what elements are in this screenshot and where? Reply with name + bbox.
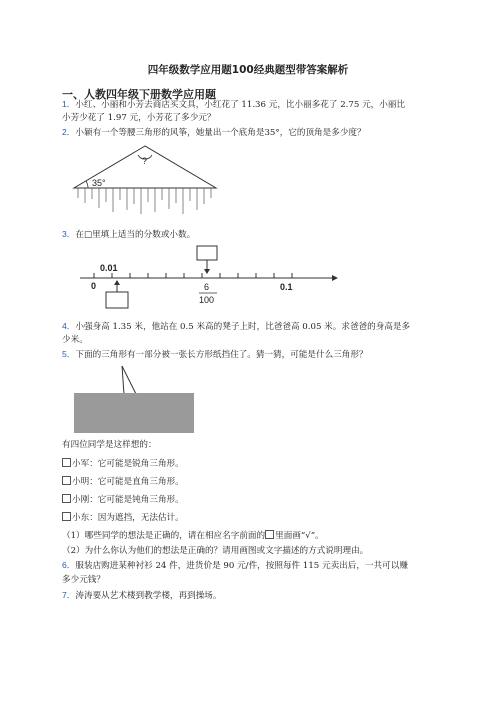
tick-label-0-1: 0.1 — [280, 282, 293, 292]
question-4-line-1 — [62, 321, 410, 333]
checkbox[interactable] — [62, 458, 71, 467]
option-label: 小刚：它可能是钝角三角形。 — [72, 495, 184, 505]
question-number: 6． — [62, 560, 76, 570]
option-xiaodong — [62, 512, 184, 524]
sub-text: 里面画“√”。 — [275, 531, 324, 541]
option-xiaogang — [62, 494, 184, 506]
question-1-line-1 — [62, 99, 405, 111]
question-number: 2． — [62, 127, 76, 137]
question-4-line-2: 少米。 — [62, 335, 88, 345]
number-line-figure — [80, 240, 340, 312]
base-angle-label: 35° — [92, 178, 106, 188]
question-number: 1． — [62, 99, 76, 109]
option-label: 小明：它可能是直角三角形。 — [72, 477, 184, 487]
option-label: 小军：它可能是锐角三角形。 — [72, 459, 184, 469]
apex-angle-label: ? — [142, 156, 148, 166]
question-text: 在□里填上适当的分数或小数。 — [75, 230, 196, 240]
covering-paper — [74, 393, 194, 433]
question-number: 7． — [62, 590, 76, 600]
question-text: 小颖有一个等腰三角形的风筝，她量出一个底角是35°，它的顶角是多少度？ — [75, 128, 366, 138]
question-number: 5． — [62, 349, 76, 359]
hidden-triangle-figure — [72, 364, 198, 434]
question-6-line-2: 多少元钱？ — [62, 575, 105, 585]
question-7 — [62, 590, 221, 602]
question-2 — [62, 127, 366, 139]
checkbox[interactable] — [62, 476, 71, 485]
document-title: 四年级数学应用题100经典题型带答案解析 — [147, 64, 349, 76]
tick-label-0-01: 0.01 — [100, 263, 118, 273]
checkbox[interactable] — [62, 512, 71, 521]
tick-label-0: 0 — [91, 281, 97, 291]
answer-box-top[interactable] — [197, 246, 217, 260]
question-text: 下面的三角形有一部分被一张长方形纸挡住了。猜一猜，可能是什么三角形？ — [75, 350, 368, 360]
kite-triangle-figure — [70, 142, 220, 218]
question-5 — [62, 349, 368, 361]
question-text: 小红、小丽和小芳去商店买文具，小红花了 11.36 元，比小丽多花了 2.75 元，小丽比 — [75, 100, 406, 110]
fraction-numerator: 6 — [204, 282, 210, 292]
question-number: 3． — [62, 229, 76, 239]
sub-text: （1）哪些同学的想法是正确的，请在相应名字前面的 — [62, 531, 266, 541]
question-6-line-1 — [62, 560, 408, 572]
q5-intro: 有四位同学是这样想的： — [62, 440, 157, 450]
checkbox-sample — [265, 530, 274, 539]
fraction-denominator: 100 — [199, 295, 215, 305]
section-heading: 一、人教四年级下册数学应用题 — [62, 88, 216, 101]
question-text: 小强身高 1.35 米，他站在 0.5 米高的凳子上时，比爸爸高 0.05 米。求爸爸的身高是多 — [75, 322, 411, 332]
question-number: 4． — [62, 321, 76, 331]
checkbox[interactable] — [62, 494, 71, 503]
q5-subquestion-1 — [62, 530, 324, 542]
question-text: 服装店购进某种衬衫 24 件，进货价是 90 元/件，按照每件 115 元卖出后，一共可以赚 — [75, 561, 408, 571]
question-text: 涛涛要从艺术楼到教学楼，再到操场。 — [75, 591, 222, 601]
question-1-line-2: 小芳少花了 1.97 元，小芳花了多少元？ — [62, 113, 216, 123]
option-xiaojun — [62, 458, 184, 470]
option-label: 小东：因为遮挡，无法估计。 — [72, 513, 184, 523]
option-xiaoming — [62, 476, 184, 488]
answer-box-bottom[interactable] — [106, 292, 128, 308]
q5-subquestion-2: （2）为什么你认为他们的想法是正确的？请用画图或文字描述的方式说明理由。 — [62, 546, 369, 556]
